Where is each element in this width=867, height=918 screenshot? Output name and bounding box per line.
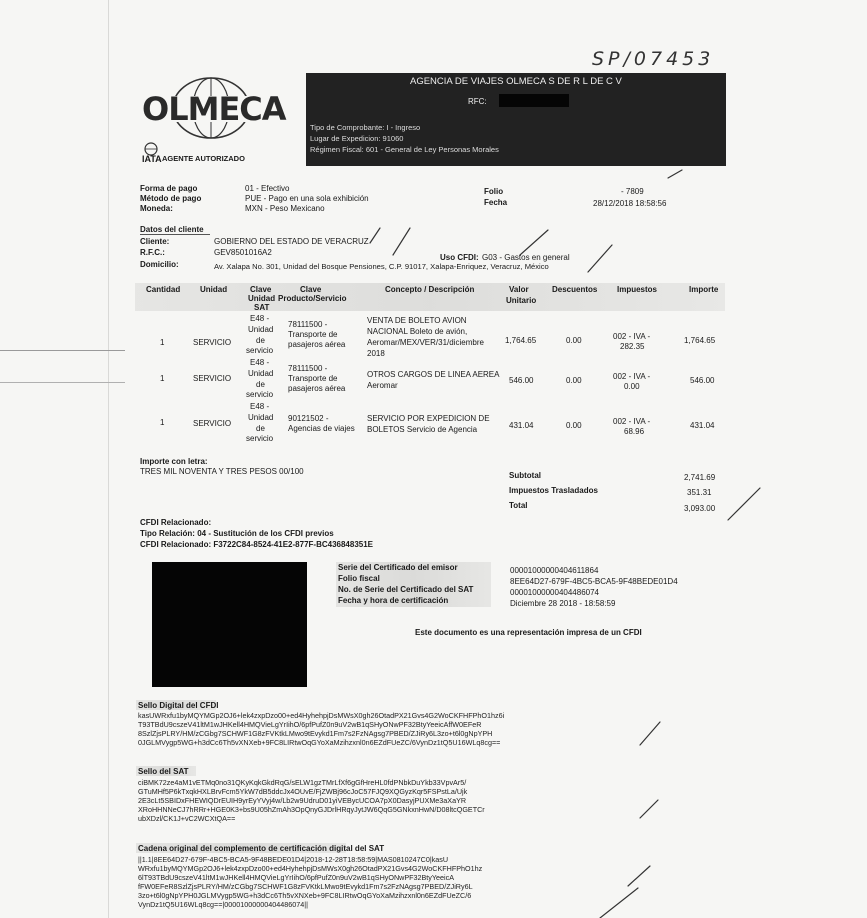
- row-clave-unidad: Unidad: [248, 369, 274, 378]
- serie-emisor-label: Serie del Certificado del emisor: [338, 563, 458, 572]
- checkmark-icon: [370, 228, 380, 243]
- company-header: [306, 73, 726, 166]
- serie-sat-label: No. de Serie del Certificado del SAT: [338, 585, 474, 594]
- col-valor-2: Unitario: [506, 296, 537, 305]
- sello-cfdi-line: kasUWRxfu1byMQYMGp2OJ6+lek4zxpDzo00+ed4HyhehpjDsMWsX0gh26OtadPX21Gvs4G2WoCKFHFPhO1hz6i: [138, 711, 505, 720]
- row-clave-unidad: servicio: [246, 434, 274, 443]
- impuestos-label: Impuestos Trasladados: [509, 486, 598, 495]
- sello-cfdi-label: Sello Digital del CFDI: [138, 701, 219, 710]
- row-cantidad: 1: [160, 338, 165, 347]
- col-impuestos: Impuestos: [617, 285, 658, 294]
- cliente-label: Cliente:: [140, 237, 170, 246]
- subtotal-label: Subtotal: [509, 471, 541, 480]
- sello-sat-line: XRoHHNNeCJ7hRRr+HGE0K3+bs9U05hZmAh3OpQnyGJDrlHRqyJytJW6QqG5GNkxnHwN/D08ltcQGETCr: [138, 805, 485, 814]
- row-descuento: 0.00: [566, 376, 582, 385]
- row-clave-unidad: servicio: [246, 346, 274, 355]
- cadena-label: Cadena original del complemento de certificación digital del SAT: [138, 844, 385, 853]
- row-clave-unidad: servicio: [246, 390, 274, 399]
- client-divider: [140, 234, 210, 235]
- row-unidad: SERVICIO: [193, 374, 232, 383]
- tipo-relacion: Tipo Relación: 04 - Sustitución de los CFDI previos: [140, 529, 334, 538]
- row-unidad: SERVICIO: [193, 419, 232, 428]
- scan-dash-line: [0, 350, 125, 351]
- row-clave-prod: 78111500 -: [288, 320, 328, 329]
- col-clave-unidad: Clave: [250, 285, 272, 294]
- serie-sat-value: 00001000000404486074: [510, 588, 599, 597]
- col-clave-unidad-2: Unidad: [248, 294, 276, 303]
- row-cantidad: 1: [160, 418, 165, 427]
- row-valor: 431.04: [509, 421, 534, 430]
- impuestos-value: 351.31: [687, 488, 712, 497]
- row-clave-prod: pasajeros aérea: [288, 340, 346, 349]
- client-section-label: Datos del cliente: [140, 225, 204, 234]
- row-clave-unidad: de: [256, 336, 265, 345]
- row-clave-unidad: E48 -: [250, 314, 270, 323]
- row-clave-unidad: Unidad: [248, 325, 274, 334]
- sello-cfdi-line: 8SzlZjsPLRY/HM/zCGbg7SCHWF1G8zFVKtkLMwo9tEvykd1Fm7s2FzNAgsg7PBED/ZJiRy6L3zo+t6l0gNpYPH: [138, 729, 493, 738]
- row-clave-unidad: E48 -: [250, 358, 270, 367]
- metodo-pago-value: PUE - Pago en una sola exhibición: [245, 194, 369, 203]
- row-impuesto: 002 - IVA -: [613, 372, 651, 381]
- row-impuesto: 0.00: [624, 382, 640, 391]
- row-clave-prod: Transporte de: [288, 330, 338, 339]
- lugar-expedicion: Lugar de Expedicion: 91060: [310, 134, 404, 143]
- sello-sat-line: ciBMK72ze4aM1vETMq0no31QKyKqkGkdRqG/sELW1gzTMrLfXf6gGfHreHL0fdPNbkDuYkb33VpvAr5/: [138, 778, 467, 787]
- row-impuesto: 002 - IVA -: [613, 332, 651, 341]
- fecha-cert-label: Fecha y hora de certificación: [338, 596, 449, 605]
- sello-sat-line: GTuMHf5P6kTxqkHXLBrvFcm5YkW7dB5ddcJx4OUvE/FjZWBj96cJoC57FJQ9XQGyzKqr5FSPstLa/Ujk: [138, 787, 468, 796]
- row-clave-unidad: de: [256, 380, 265, 389]
- row-concepto: OTROS CARGOS DE LINEA AEREA: [367, 370, 500, 379]
- fecha-cert-value: Diciembre 28 2018 - 18:58:59: [510, 599, 616, 608]
- domicilio-value: Av. Xalapa No. 301, Unidad del Bosque Pensiones, C.P. 91017, Xalapa-Enriquez, Veracruz, México: [214, 262, 549, 271]
- forma-pago-label: Forma de pago: [140, 184, 198, 193]
- col-cantidad: Cantidad: [146, 285, 181, 294]
- cfdi-relacionado-uuid: CFDI Relacionado: F3722C84-8524-41E2-877F-BC436848351E: [140, 540, 374, 549]
- cfdi-relacionado-label: CFDI Relacionado:: [140, 518, 212, 527]
- col-concepto: Concepto / Descripción: [385, 285, 475, 294]
- row-clave-prod: pasajeros aérea: [288, 384, 346, 393]
- fecha-label: Fecha: [484, 198, 508, 207]
- importe-letra-value: TRES MIL NOVENTA Y TRES PESOS 00/100: [140, 467, 304, 476]
- total-value: 3,093.00: [684, 504, 716, 513]
- olmeca-logo: [138, 68, 288, 164]
- row-concepto: Aeromar: [367, 381, 398, 390]
- row-importe: 1,764.65: [684, 336, 716, 345]
- tipo-comprobante: Tipo de Comprobante: I - Ingreso: [310, 123, 421, 132]
- row-concepto: BOLETOS Servicio de Agencia: [367, 425, 478, 434]
- row-clave-prod: Transporte de: [288, 374, 338, 383]
- regimen-fiscal: Régimen Fiscal: 601 - General de Ley Personas Morales: [310, 145, 499, 154]
- row-descuento: 0.00: [566, 421, 582, 430]
- domicilio-label: Domicilio:: [140, 260, 179, 269]
- row-concepto: NACIONAL Boleto de avión,: [367, 327, 468, 336]
- sello-cfdi-line: 0JGLMVygp5WG+h3dCc6Th5vXNXeb+9FC8LIRtwOqGYoXaMzihzxnl0n6EZdFUeZC/6VynDz1tQ5U16WLq8cg==: [138, 738, 501, 747]
- folio-label: Folio: [484, 187, 504, 196]
- handwritten-reference: SP/07453: [592, 48, 715, 70]
- uso-cfdi-label: Uso CFDI:: [440, 253, 479, 262]
- scan-left-edge: [108, 0, 109, 918]
- row-clave-unidad: Unidad: [248, 413, 274, 422]
- cadena-line: ||1.1|8EE64D27-679F-4BC5-BCA5-9F48BEDE01D4|2018-12-28T18:58:59|MAS0810247C0|kasU: [138, 855, 449, 864]
- col-clave-prod-2: Producto/Servicio: [278, 294, 347, 303]
- folio-fiscal-value: 8EE64D27-679F-4BC5-BCA5-9F48BEDE01D4: [510, 577, 678, 586]
- moneda-value: MXN - Peso Mexicano: [245, 204, 325, 213]
- iata-text: IATA: [142, 154, 162, 164]
- row-clave-prod: Agencias de viajes: [288, 424, 355, 433]
- qr-code-redaction: [152, 562, 307, 687]
- row-clave-prod: 78111500 -: [288, 364, 328, 373]
- row-clave-prod: 90121502 -: [288, 414, 329, 423]
- row-impuesto: 68.96: [624, 427, 645, 436]
- cadena-line: fFW0EFeR8SzlZjsPLRY/HM/zCGbg7SCHWF1G8zFVKtkLMwo9tEvykd1Fm7s2FzNAgsg7PBED/ZJiRy6L: [138, 882, 473, 891]
- metodo-pago-label: Método de pago: [140, 194, 202, 203]
- moneda-label: Moneda:: [140, 204, 173, 213]
- row-cantidad: 1: [160, 374, 165, 383]
- total-label: Total: [509, 501, 528, 510]
- row-concepto: 2018: [367, 349, 385, 358]
- folio-value: - 7809: [621, 187, 644, 196]
- col-unidad: Unidad: [200, 285, 228, 294]
- uso-cfdi-value: G03 - Gastos en general: [482, 253, 570, 262]
- scan-dash-line: [0, 382, 125, 383]
- company-name: AGENCIA DE VIAJES OLMECA S DE R L DE C V: [410, 76, 622, 87]
- col-importe: Importe: [689, 285, 719, 294]
- row-unidad: SERVICIO: [193, 338, 232, 347]
- serie-emisor-value: 00001000000404611864: [510, 566, 599, 575]
- subtotal-value: 2,741.69: [684, 473, 716, 482]
- row-impuesto: 282.35: [620, 342, 645, 351]
- fecha-value: 28/12/2018 18:58:56: [593, 199, 667, 208]
- row-impuesto: 002 - IVA -: [613, 417, 651, 426]
- cadena-line: 3zo+t6l0gNpYPH0JGLMVygp5WG+h3dCc6Th5vXNXeb+9FC8LIRtwOqGYoXaMzihzxnl0n6EZdFUeZC/6: [138, 891, 472, 900]
- representacion-note: Este documento es una representación impresa de un CFDI: [415, 628, 642, 637]
- row-clave-unidad: E48 -: [250, 402, 270, 411]
- rfc-label: RFC:: [468, 97, 487, 106]
- col-clave-prod: Clave: [300, 285, 322, 294]
- row-valor: 546.00: [509, 376, 534, 385]
- cliente-value: GOBIERNO DEL ESTADO DE VERACRUZ: [214, 237, 369, 246]
- row-importe: 431.04: [690, 421, 715, 430]
- row-importe: 546.00: [690, 376, 715, 385]
- cadena-line: 6lT93TBdU9cszeV41ltM1wJHKell4HMQVieLgYrIihO/6pfPufZ0n9uV2wB1qSHyONwPF32BtyYeeicA: [138, 873, 454, 882]
- client-rfc-value: GEV8501016A2: [214, 248, 272, 257]
- col-valor: Valor: [509, 285, 529, 294]
- sello-sat-label: Sello del SAT: [138, 767, 189, 776]
- row-clave-unidad: de: [256, 424, 265, 433]
- row-valor: 1,764.65: [505, 336, 537, 345]
- col-clave-unidad-3: SAT: [254, 303, 270, 312]
- row-concepto: Aeromar/MEX/VER/31/diciembre: [367, 338, 484, 347]
- rfc-redaction: [499, 94, 569, 107]
- importe-letra-label: Importe con letra:: [140, 457, 208, 466]
- sello-sat-line: 2E3cLt5SBIDxFHEWIQDrEUIH9yrEyYVyj4w/Lb2w9UdruD01yiVEBycUCOA7pX0DasyjPUXMe3aXaYR: [138, 796, 467, 805]
- agent-text: AGENTE AUTORIZADO: [162, 154, 245, 163]
- col-descuentos: Descuentos: [552, 285, 598, 294]
- folio-fiscal-label: Folio fiscal: [338, 574, 380, 583]
- client-rfc-label: R.F.C.:: [140, 248, 165, 257]
- row-concepto: SERVICIO POR EXPEDICION DE: [367, 414, 490, 423]
- cadena-line: WRxfu1byMQYMGp2OJ6+lek4zxpDzo00+ed4HyhehpjDsMWsX0gh26OtadPX21Gvs4G2WoCKFHFPhO1hz: [138, 864, 483, 873]
- logo-text: OLMECA: [142, 90, 286, 128]
- sello-sat-line: ubXDzl/CK1J+vC2WCXtQA==: [138, 814, 236, 823]
- cadena-line: VynDz1tQ5U16WLq8cg==|00001000000404486074||: [138, 900, 308, 909]
- row-descuento: 0.00: [566, 336, 582, 345]
- row-concepto: VENTA DE BOLETO AVION: [367, 316, 467, 325]
- sello-cfdi-line: T93TBdU9cszeV41ltM1wJHKell4HMQVieLgYrIihO/6pfPufZ0n9uV2wB1qSHyONwPF32BtyYeeicAffW0EFeR: [138, 720, 482, 729]
- forma-pago-value: 01 - Efectivo: [245, 184, 290, 193]
